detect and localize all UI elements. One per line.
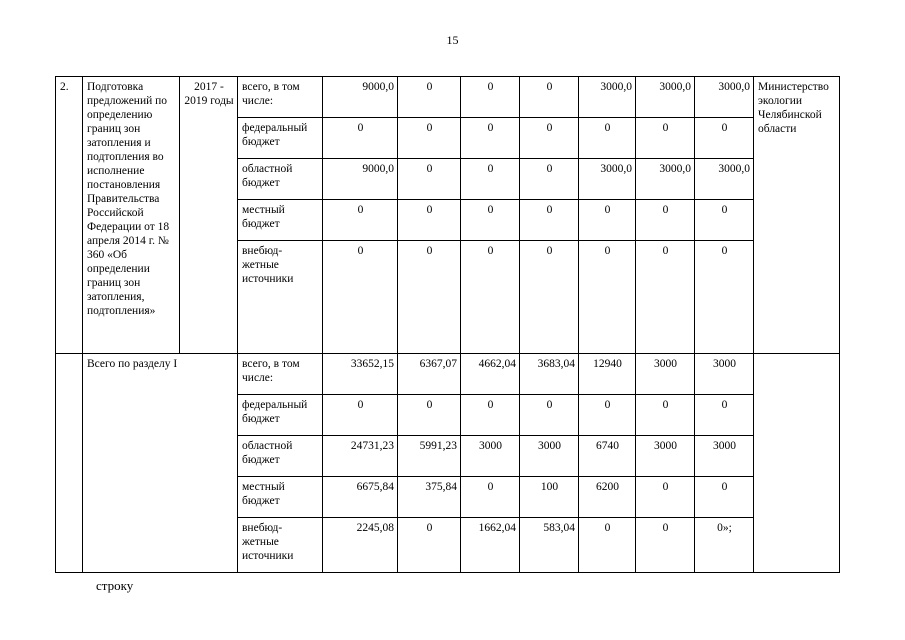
value-cell: 3000: [461, 436, 520, 477]
value-cell: 0: [461, 241, 520, 354]
value-cell: 0: [398, 77, 461, 118]
source-label: внебюд-жетные источники: [238, 241, 323, 354]
value-cell: 3000: [636, 354, 695, 395]
value-cell: 3683,04: [520, 354, 579, 395]
value-cell: 6740: [579, 436, 636, 477]
value-cell: 12940: [579, 354, 636, 395]
value-cell: 0: [398, 241, 461, 354]
source-label: внебюд-жетные источники: [238, 518, 323, 573]
value-cell: 0: [461, 477, 520, 518]
value-cell: 0: [520, 241, 579, 354]
value-cell: 3000: [520, 436, 579, 477]
value-cell: 0: [695, 395, 754, 436]
value-cell: 3000: [695, 436, 754, 477]
source-label: областной бюджет: [238, 159, 323, 200]
value-cell: 6675,84: [323, 477, 398, 518]
value-cell: 0: [323, 241, 398, 354]
trailing-text: строку: [96, 578, 134, 593]
value-cell: 3000: [636, 436, 695, 477]
executor: Министерство экологии Челябинской области: [754, 77, 840, 354]
source-label: местный бюджет: [238, 200, 323, 241]
total-label: Всего по разделу I: [83, 354, 238, 573]
executor: [754, 354, 840, 573]
value-cell: 3000: [695, 354, 754, 395]
value-cell: 0: [398, 518, 461, 573]
value-cell: 1662,04: [461, 518, 520, 573]
value-cell: 0: [695, 477, 754, 518]
value-cell: 0: [520, 395, 579, 436]
value-cell: 0: [579, 200, 636, 241]
value-cell: 0: [398, 118, 461, 159]
value-cell: 0: [461, 77, 520, 118]
value-cell: 0: [520, 159, 579, 200]
value-cell: 3000,0: [695, 159, 754, 200]
value-cell: 0: [636, 241, 695, 354]
value-cell: 0: [323, 200, 398, 241]
value-cell: 0: [636, 518, 695, 573]
source-label: всего, в том числе:: [238, 77, 323, 118]
value-cell: 100: [520, 477, 579, 518]
source-label: федеральный бюджет: [238, 118, 323, 159]
source-label: областной бюджет: [238, 436, 323, 477]
value-cell: 0: [461, 395, 520, 436]
value-cell: 0: [323, 395, 398, 436]
value-cell: 9000,0: [323, 159, 398, 200]
value-cell: 375,84: [398, 477, 461, 518]
value-cell: 2245,08: [323, 518, 398, 573]
table-row: [56, 77, 840, 118]
value-cell: 5991,23: [398, 436, 461, 477]
value-cell: 6200: [579, 477, 636, 518]
row-number: [56, 354, 83, 573]
value-cell: 0: [636, 395, 695, 436]
budget-table: [55, 76, 840, 573]
value-cell: 24731,23: [323, 436, 398, 477]
value-cell: 9000,0: [323, 77, 398, 118]
value-cell: 0: [636, 477, 695, 518]
value-cell: 0: [695, 118, 754, 159]
value-cell: 0: [398, 159, 461, 200]
value-cell: 0: [398, 395, 461, 436]
value-cell: 0: [461, 118, 520, 159]
value-cell: 0: [323, 118, 398, 159]
value-cell: 583,04: [520, 518, 579, 573]
value-cell: 0: [579, 395, 636, 436]
value-cell: 0: [579, 241, 636, 354]
value-cell: 0: [636, 200, 695, 241]
value-cell: 3000,0: [579, 159, 636, 200]
value-cell: 0»;: [695, 518, 754, 573]
value-cell: 0: [461, 200, 520, 241]
value-cell: 0: [461, 159, 520, 200]
value-cell: 3000,0: [636, 159, 695, 200]
measure-name: Подготовка предложений по определению границ зон затопления и подтопления во исполнение постановления Правительства Российской Федерации от 18 апреля 2014 г. № 360 «Об определении границ зон затопления, подтопления»: [83, 77, 180, 354]
value-cell: 0: [398, 200, 461, 241]
table-body: [56, 77, 840, 573]
value-cell: 0: [636, 118, 695, 159]
page-number: 15: [446, 33, 459, 47]
value-cell: 0: [520, 77, 579, 118]
value-cell: 33652,15: [323, 354, 398, 395]
value-cell: 0: [579, 518, 636, 573]
value-cell: 0: [695, 200, 754, 241]
value-cell: 4662,04: [461, 354, 520, 395]
value-cell: 0: [520, 200, 579, 241]
value-cell: 3000,0: [695, 77, 754, 118]
table-row: [56, 354, 840, 395]
value-cell: 6367,07: [398, 354, 461, 395]
row-number: 2.: [56, 77, 83, 354]
source-label: федеральный бюджет: [238, 395, 323, 436]
value-cell: 0: [520, 118, 579, 159]
source-label: местный бюджет: [238, 477, 323, 518]
source-label: всего, в том числе:: [238, 354, 323, 395]
value-cell: 3000,0: [579, 77, 636, 118]
value-cell: 0: [695, 241, 754, 354]
measure-period: 2017 - 2019 годы: [180, 77, 238, 354]
value-cell: 3000,0: [636, 77, 695, 118]
value-cell: 0: [579, 118, 636, 159]
